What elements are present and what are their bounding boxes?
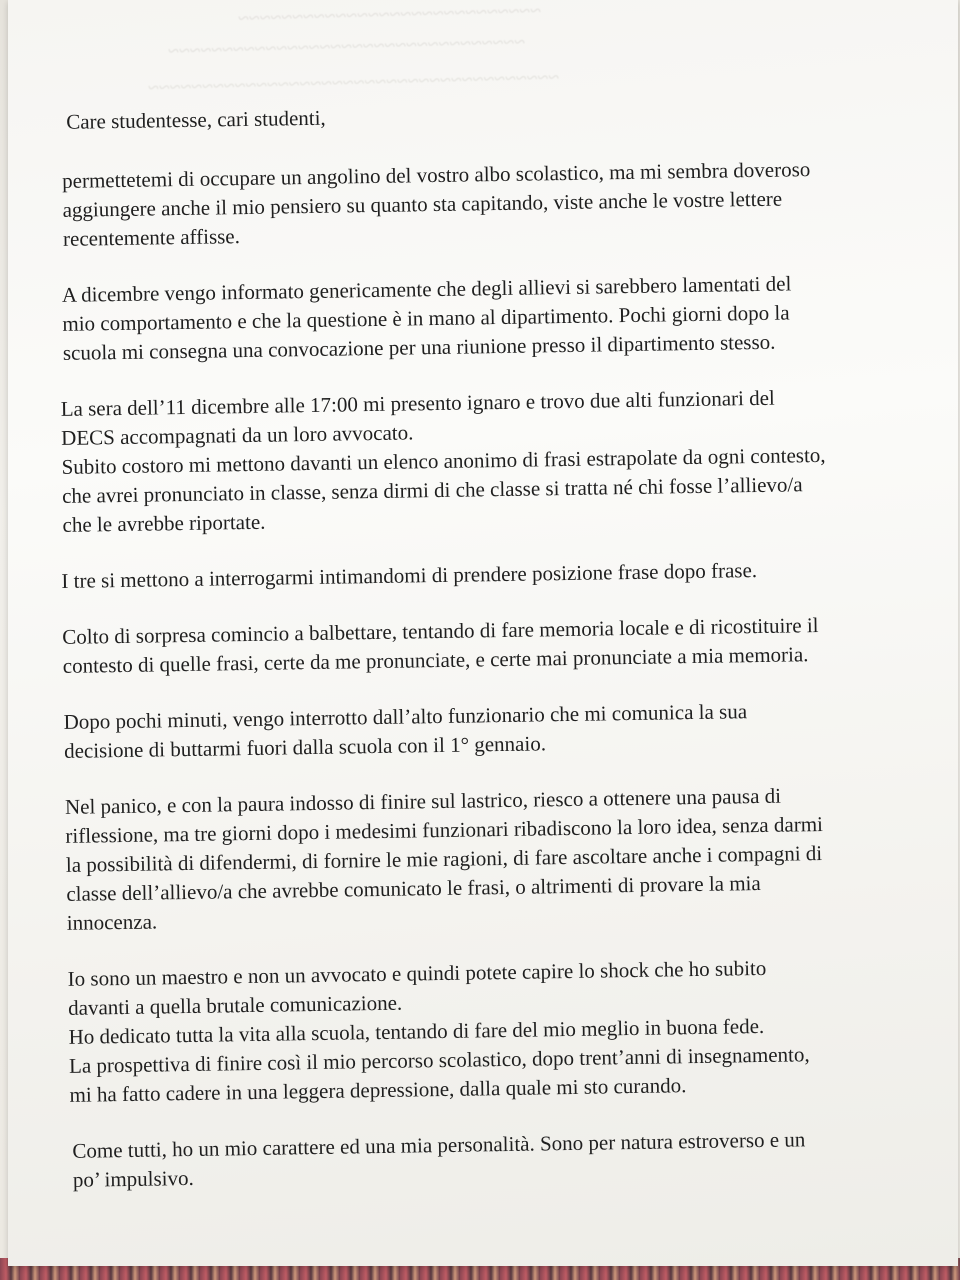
paragraph: permettetemi di occupare un angolino del vostro albo scolastico, ma mi sembra doveroso aggiungere anche il mio pensiero su quanto sta capitando, viste anche le vostre lettere recentemente affisse. bbox=[61, 157, 811, 251]
letter-body bbox=[54, 94, 941, 1222]
show-through-text: ~~~~~~~~~~~~~~~~~~~~~~~~~~~~~~~~~~~~~~ bbox=[147, 66, 560, 100]
paragraph: Io sono un maestro e non un avvocato e quindi potete capire lo shock che ho subito davanti a quella brutale comunicazione. Ho dedicato tutta la vita alla scuola, tentando di fare del mio meglio in buona fede. La prospettiva di finire così il mio percorso scolastico, dopo trent’anni di insegnamento, mi ha fatto cadere in una leggera depressione, dalla quale mi sto curando. bbox=[67, 955, 810, 1107]
paragraph: Colto di sorpresa comincio a balbettare, tentando di fare memoria locale e di ricostituire il contesto di quelle frasi, certe da me pronunciate, e certe mai pronunciate a mia memoria. bbox=[62, 613, 819, 678]
show-through-text: ~~~~~~~~~~~~~~~~~~~~~~~~~~~~~~~~~ bbox=[167, 31, 526, 63]
paragraph: Come tutti, ho un mio carattere ed una mia personalità. Sono per natura estroverso e un po’ impulsivo. bbox=[72, 1127, 806, 1192]
paragraph: La sera dell’11 dicembre alle 17:00 mi presento ignaro e trovo due alti funzionari del DECS accompagnati da un loro avvocato. Subito costoro mi mettono davanti un elenco anonimo di frasi estrapolate da ogni contesto, che avrei pronunciato in classe, senza dirmi di che classe si tratta né chi fosse l’allievo/a che le avrebbe riportate. bbox=[60, 385, 826, 537]
paragraph: I tre si mettono a interrogarmi intimandomi di prendere posizione frase dopo frase. bbox=[61, 558, 758, 593]
paragraph: Dopo pochi minuti, vengo interrotto dall’alto funzionario che mi comunica la sua decisione di buttarmi fuori dalla scuola con il 1° gennaio. bbox=[63, 699, 748, 763]
show-through-text: ~~~~~~~~~~~~~~~~~~~~~~~~~~~~ bbox=[237, 0, 542, 30]
paragraph: Nel panico, e con la paura indosso di finire sul lastrico, riesco a ottenere una pausa di riflessione, ma tre giorni dopo i medesimi funzionari ribadiscono la loro idea, senza darmi la possibilità di difendermi, di fornire le mie ragioni, di fare ascoltare anche i compagni di classe dell’allievo/a che avrebbe comunicato le frasi, o altrimenti di provare la mia innocenza. bbox=[64, 783, 824, 935]
paragraph: A dicembre vengo informato genericamente che degli allievi si sarebbero lamentati del mio comportamento e che la questione è in mano al dipartimento. Pochi giorni dopo la scuola mi consegna una convocazione per una riunione presso il dipartimento stesso. bbox=[61, 271, 792, 365]
letter-greeting: Care studentesse, cari studenti, bbox=[66, 105, 326, 134]
